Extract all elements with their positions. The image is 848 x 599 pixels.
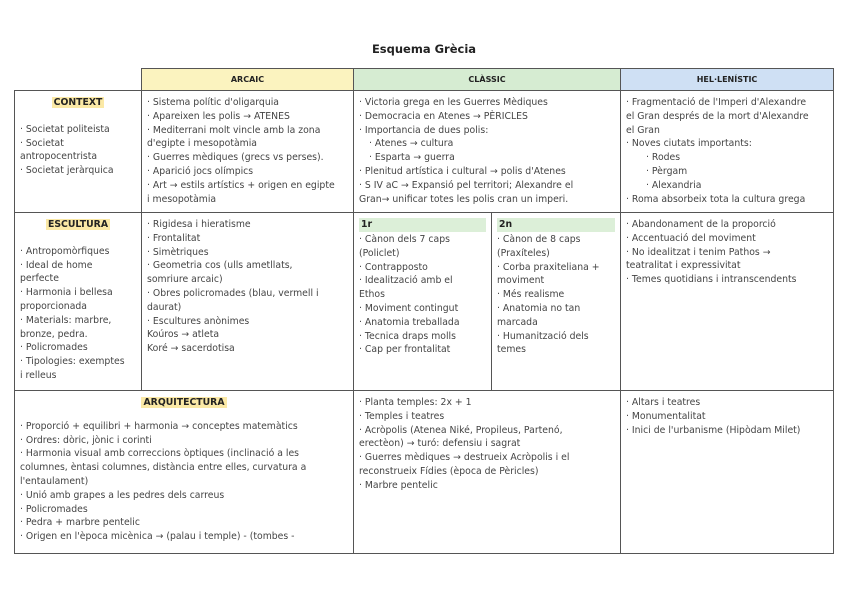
list-item: · Temples i teatres bbox=[359, 410, 445, 422]
list-item: daurat) bbox=[147, 301, 182, 313]
list-item: reconstrueix Fídies (època de Pèricles) bbox=[359, 465, 539, 477]
list-item: · Proporció + equilibri + harmonia → conceptes matemàtics bbox=[20, 420, 298, 432]
header-hellenistic: HEL·LENÍSTIC bbox=[620, 68, 834, 91]
header-empty-corner bbox=[14, 68, 142, 91]
list-item: · Democracia en Atenes → PÈRICLES bbox=[359, 110, 528, 122]
page-title: Esquema Grècia bbox=[371, 42, 477, 56]
list-item: · Pedra + marbre pentelic bbox=[20, 517, 140, 529]
list-item: · Art → estils artístics + origen en egipte bbox=[147, 179, 335, 191]
list-item: antropocentrista bbox=[20, 151, 98, 163]
list-item: · Ideal de home bbox=[20, 259, 93, 271]
list-item: · Anatomia no tan bbox=[497, 302, 581, 314]
list-item: marcada bbox=[497, 316, 538, 328]
context-label: CONTEXT bbox=[53, 97, 103, 108]
list-item: Koré → sacerdotisa bbox=[147, 343, 235, 355]
list-item: l'entaulament) bbox=[20, 475, 89, 487]
list-item: · Societat politeista bbox=[20, 123, 110, 135]
list-item: i relleus bbox=[20, 369, 57, 381]
list-item: · S IV aC → Expansió pel territori; Alexandre el bbox=[359, 179, 574, 191]
arquitectura-label-cell bbox=[14, 390, 354, 554]
list-item: · Unió amb grapes a les pedres dels carreus bbox=[20, 489, 225, 501]
list-item: · Simètriques bbox=[147, 246, 209, 258]
subheading-1r: 1r bbox=[359, 218, 486, 232]
list-item: · Moviment contingut bbox=[359, 302, 459, 314]
list-item: · Importancia de dues polis: bbox=[359, 124, 489, 136]
list-item: moviment bbox=[497, 275, 545, 287]
list-item: · Alexandria bbox=[646, 179, 702, 191]
list-item: · Anatomia treballada bbox=[359, 316, 460, 328]
list-item: · Societat jeràrquica bbox=[20, 165, 114, 177]
list-item: · Victoria grega en les Guerres Mèdiques bbox=[359, 97, 548, 108]
list-item: · Abandonament de la proporció bbox=[626, 219, 776, 230]
list-item: · Inici de l'urbanisme (Hipòdam Milet) bbox=[626, 424, 801, 436]
escultura-classic-first-cell bbox=[353, 212, 492, 391]
context-row-label-cell bbox=[14, 90, 142, 213]
list-item: · Policromades bbox=[20, 503, 88, 515]
list-item: · Mediterrani molt vincle amb la zona bbox=[147, 124, 321, 136]
list-item: · Contrapposto bbox=[359, 261, 428, 273]
context-left-list bbox=[20, 123, 136, 178]
header-classic: CLÀSSIC bbox=[353, 68, 621, 91]
list-item: · Acròpolis (Atenea Niké, Propileus, Partenó, bbox=[359, 424, 563, 436]
list-item: · Cànon dels 7 caps bbox=[359, 234, 450, 245]
list-item: el Gran després de la mort d'Alexandre bbox=[626, 110, 809, 122]
list-item: Koúros → atleta bbox=[147, 329, 220, 341]
list-item: el Gran bbox=[626, 124, 660, 136]
list-item: · Sistema polític d'oligarquia bbox=[147, 97, 280, 108]
list-item: · Guerres mèdiques (grecs vs perses). bbox=[147, 152, 324, 164]
arquitectura-label: ARQUITECTURA bbox=[143, 397, 225, 408]
list-item: perfecte bbox=[20, 273, 59, 285]
list-item: · Escultures anònimes bbox=[147, 315, 250, 327]
list-item: · Rigidesa i hieratisme bbox=[147, 219, 251, 230]
list-item: · Noves ciutats importants: bbox=[626, 138, 752, 150]
list-item: · Aparició jocs olímpics bbox=[147, 165, 254, 177]
list-item: · Esparta → guerra bbox=[369, 152, 455, 164]
list-item: · Origen en l'època micènica → (palau i temple) - (tombes - bbox=[20, 531, 295, 543]
list-item: · Tipologies: exemptes bbox=[20, 356, 125, 368]
list-item: · Monumentalitat bbox=[626, 410, 706, 422]
list-item: teatralitat i expressivitat bbox=[626, 260, 741, 272]
arquitectura-hellenistic-cell bbox=[620, 390, 834, 554]
list-item: · Humanització dels bbox=[497, 330, 589, 342]
list-item: · Plenitud artística i cultural → polis d'Atenes bbox=[359, 165, 566, 177]
list-item: · Més realisme bbox=[497, 289, 565, 301]
list-item: · Planta temples: 2x + 1 bbox=[359, 397, 472, 408]
arquitectura-classic-cell bbox=[353, 390, 621, 554]
list-item: erectèon) → turó: defensiu i sagrat bbox=[359, 438, 521, 450]
list-item: bronze, pedra. bbox=[20, 328, 88, 340]
list-item: · Altars i teatres bbox=[626, 397, 701, 408]
list-item: · Roma absorbeix tota la cultura grega bbox=[626, 193, 806, 205]
list-item: proporcionada bbox=[20, 300, 87, 312]
list-item: · Guerres mèdiques → destrueix Acròpolis i el bbox=[359, 452, 570, 464]
list-item: · Temes quotidians i intranscendents bbox=[626, 274, 797, 286]
list-item: Gran→ unificar totes les polis cran un imperi. bbox=[359, 193, 569, 205]
list-item: · Idealització amb el bbox=[359, 275, 453, 287]
list-item: i mesopotàmia bbox=[147, 193, 217, 205]
list-item: d'egipte i mesopotàmia bbox=[147, 138, 257, 150]
list-item: (Policlet) bbox=[359, 247, 400, 259]
list-item: · Frontalitat bbox=[147, 232, 201, 244]
list-item: temes bbox=[497, 344, 526, 356]
list-item: columnes, èntasi columnes, distància entre elles, curvatura a bbox=[20, 462, 307, 474]
subheading-2n: 2n bbox=[497, 218, 615, 232]
list-item: · Marbre pentelic bbox=[359, 479, 438, 491]
list-item: · Harmonia i bellesa bbox=[20, 287, 113, 299]
list-item: · Cànon de 8 caps bbox=[497, 234, 581, 245]
list-item: · Atenes → cultura bbox=[369, 138, 454, 150]
list-item: · Corba praxiteliana + bbox=[497, 261, 600, 273]
list-item: · Cap per frontalitat bbox=[359, 344, 451, 356]
list-item: somriure arcaic) bbox=[147, 274, 223, 286]
context-arcaic-cell bbox=[141, 90, 354, 213]
context-classic-cell bbox=[353, 90, 621, 213]
list-item: · No idealitzat i tenim Pathos → bbox=[626, 246, 771, 258]
list-item: · Pèrgam bbox=[646, 165, 688, 177]
list-item: · Policromades bbox=[20, 342, 88, 354]
list-item: · Obres policromades (blau, vermell i bbox=[147, 287, 319, 299]
list-item: · Ordres: dòric, jònic i corinti bbox=[20, 434, 152, 446]
list-item: · Accentuació del moviment bbox=[626, 232, 756, 244]
escultura-hellenistic-cell bbox=[620, 212, 834, 391]
escultura-arcaic-cell bbox=[141, 212, 354, 391]
list-item: · Rodes bbox=[646, 152, 681, 164]
list-item: Ethos bbox=[359, 289, 385, 301]
list-item: · Societat bbox=[20, 137, 64, 149]
list-item: · Geometria cos (ulls ametllats, bbox=[147, 260, 293, 272]
list-item: · Apareixen les polis → ATENES bbox=[147, 110, 290, 122]
escultura-classic-second-cell bbox=[491, 212, 621, 391]
list-item: · Fragmentació de l'Imperi d'Alexandre bbox=[626, 97, 807, 108]
context-hellenistic-cell bbox=[620, 90, 834, 213]
list-item: · Materials: marbre, bbox=[20, 314, 112, 326]
escultura-row-label-cell bbox=[14, 212, 142, 391]
escultura-label: ESCULTURA bbox=[47, 219, 109, 230]
list-item: · Harmonia visual amb correccions òptiques (inclinació a les bbox=[20, 448, 300, 460]
header-arcaic: ARCAIC bbox=[141, 68, 354, 91]
list-item: · Tecnica draps molls bbox=[359, 330, 456, 342]
list-item: · Antropomòrfiques bbox=[20, 245, 110, 257]
list-item: (Praxíteles) bbox=[497, 247, 550, 259]
